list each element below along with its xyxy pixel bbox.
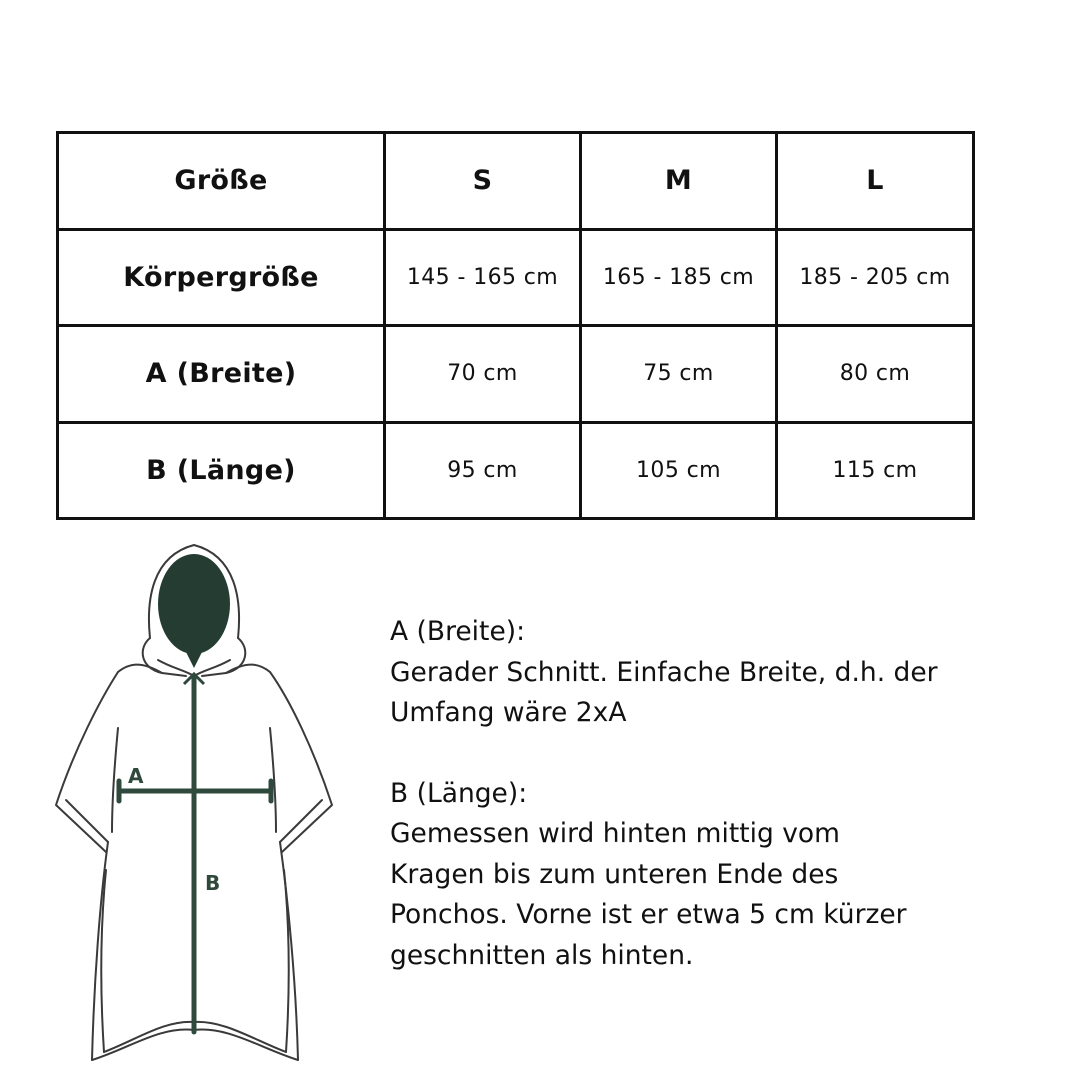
table-cell: 185 - 205 cm [777, 229, 974, 326]
a-heading: A (Breite): [390, 616, 526, 647]
poncho-illustration [50, 538, 340, 1068]
hood-tip [186, 652, 202, 668]
table-row [58, 229, 974, 326]
table-cell: 105 cm [581, 422, 777, 519]
b-text-line: Gemessen wird hinten mittig vom [390, 818, 840, 849]
label-a: A [128, 764, 144, 788]
size-table [56, 131, 975, 520]
measure-lines [119, 676, 271, 1032]
label-b: B [205, 871, 221, 895]
header-cell-l: L [777, 133, 974, 230]
table-cell: 70 cm [385, 326, 581, 423]
b-text-line: Ponchos. Vorne ist er etwa 5 cm kürzer [390, 899, 907, 930]
measurement-description [390, 612, 990, 976]
a-text-line: Umfang wäre 2xA [390, 697, 627, 728]
spacer [390, 734, 990, 774]
table-cell: 145 - 165 cm [385, 229, 581, 326]
header-cell-size: Größe [58, 133, 385, 230]
table-cell: 80 cm [777, 326, 974, 423]
b-text-line: Kragen bis zum unteren Ende des [390, 858, 839, 890]
row-label-length: B (Länge) [58, 422, 385, 519]
b-heading: B (Länge): [390, 777, 528, 809]
header-cell-s: S [385, 133, 581, 230]
table-cell: 75 cm [581, 326, 777, 423]
row-label-body-height: Körpergröße [58, 229, 385, 326]
row-label-width: A (Breite) [58, 326, 385, 423]
hood-opening [158, 554, 230, 654]
b-text-line: geschnitten als hinten. [390, 939, 694, 971]
header-cell-m: M [581, 133, 777, 230]
table-cell: 95 cm [385, 422, 581, 519]
a-text-line: Gerader Schnitt. Einfache Breite, d.h. der [390, 656, 938, 688]
table-row [58, 422, 974, 519]
table-cell: 115 cm [777, 422, 974, 519]
table-row [58, 326, 974, 423]
table-cell: 165 - 185 cm [581, 229, 777, 326]
table-header-row [58, 133, 974, 230]
